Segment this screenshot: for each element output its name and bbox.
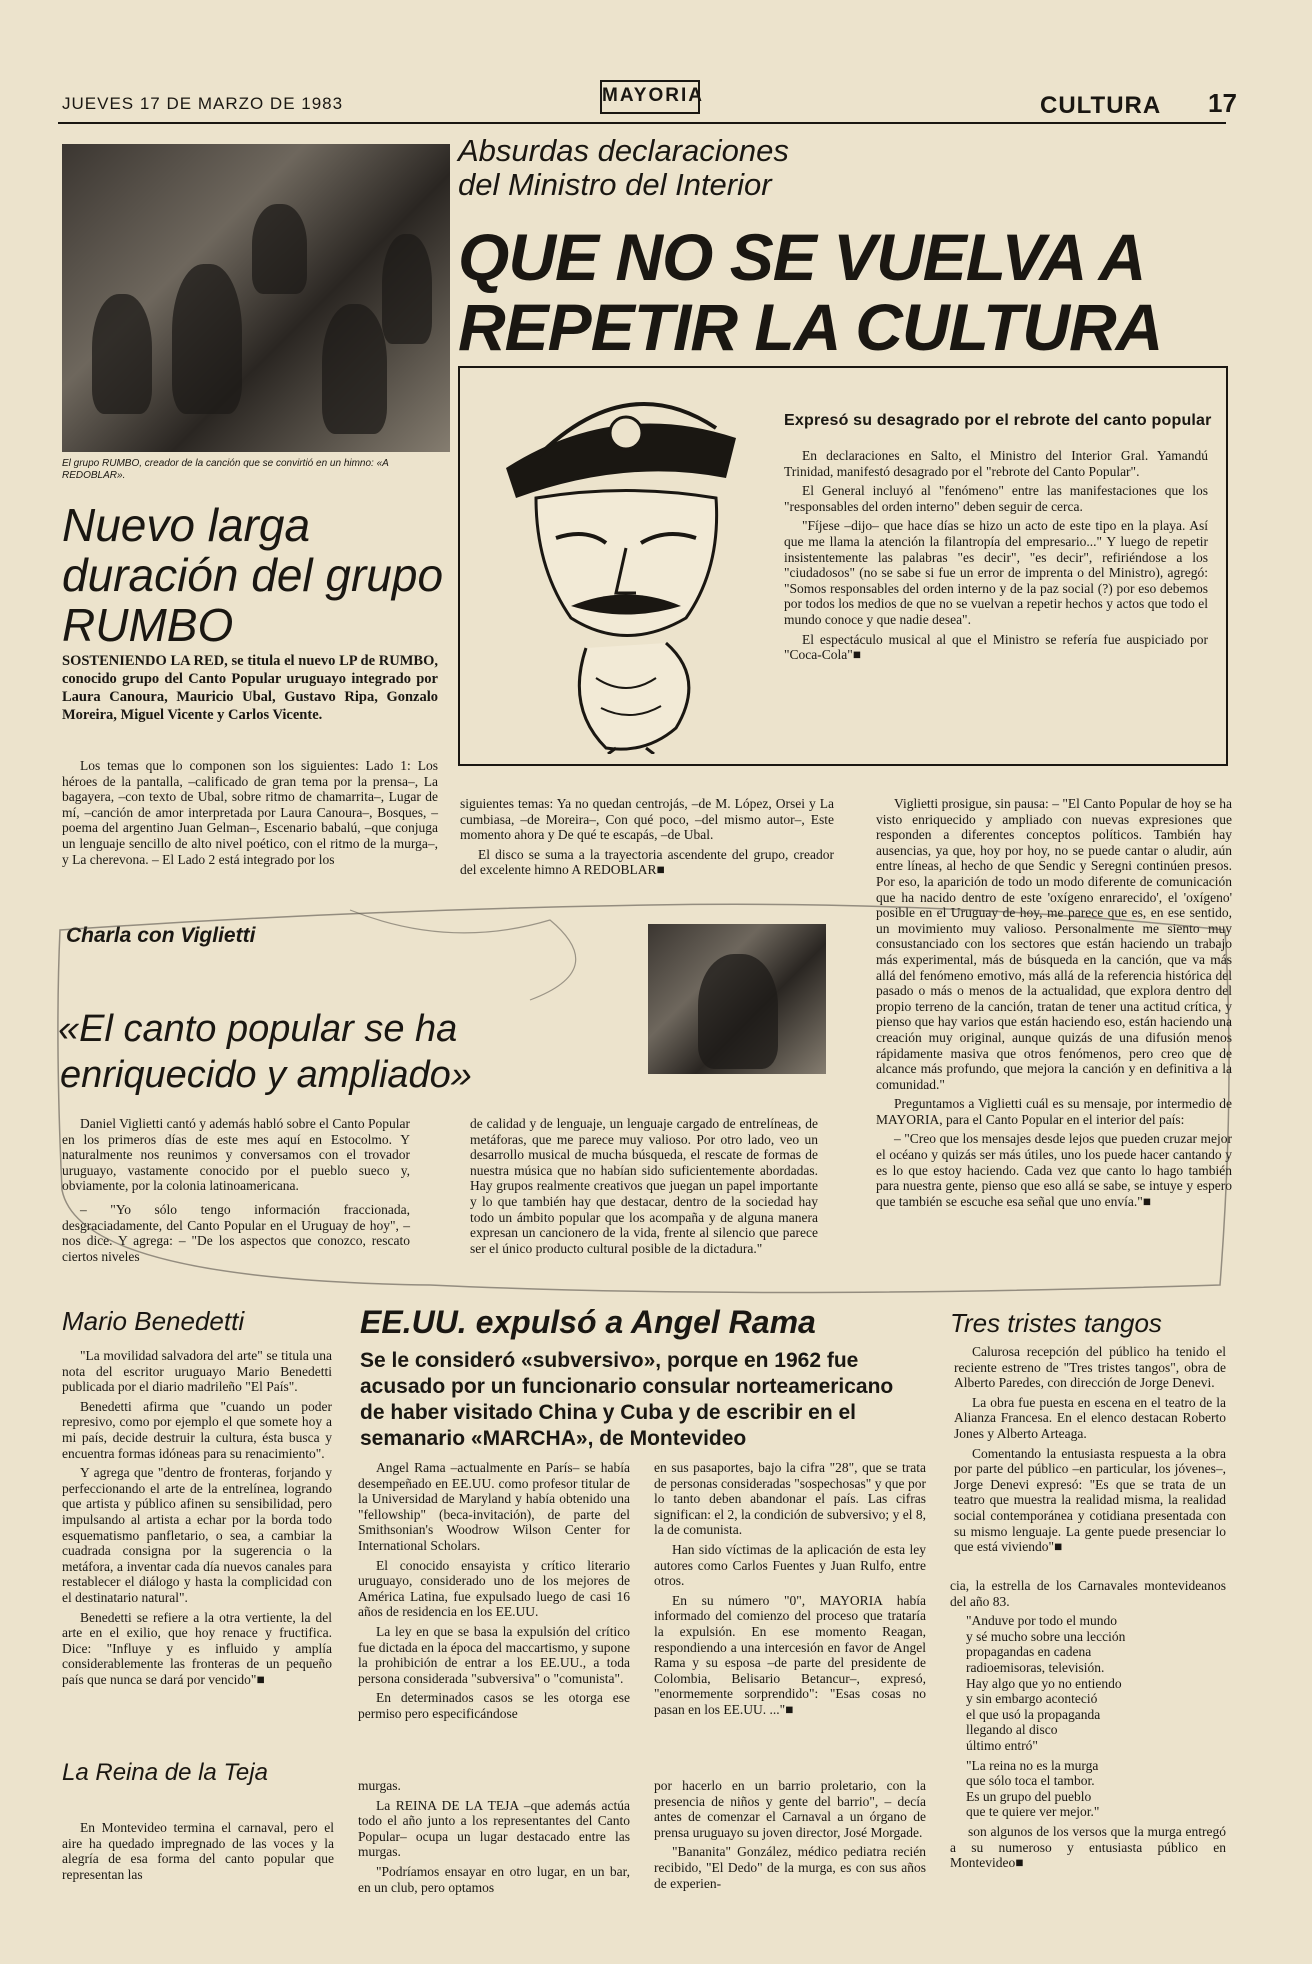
viglietti-paragraph: – "Creo que los mensajes desde lejos que pueden cruzar mejor el océano y quizás ser más útiles, uno los puede hacer cantando y es lo que estoy haciendo. Cada vez que canto lo hago también para nuestra gente, pienso que eso allá se sabe, se intuye y espero que también se escuche esa señal que uno envía."■ [876,1131,1232,1209]
verse-line: Es un grupo del pueblo [966,1788,1092,1804]
rumbo-group-photo [62,144,450,452]
tangos-paragraph: La obra fue puesta en escena en el teatro de la Alianza Francesa. En el elenco destacan Roberto Jones y Alberto Arteaga. [954,1394,1226,1441]
pencil-annotation [50,890,1240,1300]
benedetti-paragraph: Y agrega que "dentro de fronteras, forjando y perfeccionando el arte de la entrelínea, logrando que artista y público afinen su sensibilidad, pero impulsando al artista a echar por la borda todo esquematismo panfletario, o sea, a cambiar la cuadrada consigna por la sugerencia o la metáfora, a inventar cada día nuevos canales para restablecer el diálogo y hasta la complicidad con el destinatario natural". [62,1465,332,1605]
viglietti-paragraph: Viglietti prosigue, sin pausa: – "El Canto Popular de hoy se ha visto enriquecido y ampliado con nuevas expresiones que responden a diferentes conceptos políticos. También hay ausencias, ya que, hoy por hoy, no se puede cantar o aludir, aún entre líneas, al hecho de que Sendic y Seregni continúen presos. Por eso, la aparición de todo un modo diferente de comunicación que ha nacido dentro de este 'oxígeno enrarecido', el 'oxígeno' posible en el Uruguay de hoy, me parece que es, en ese sentido, un movimiento muy valioso. Personalmente me siento muy consustanciado con los sectores que están haciendo un trabajo más experimental, más de búsqueda en la canción, que va más allá del fenómeno emotivo, más allá de la referencia histórica del pasado o más o menos de la actualidad, que explora dentro del propio terreno de la canción, tratan de tener una actitud crítica, y pienso que hay varios que están haciendo eso, están haciendo una creación muy original, aunque quizás de una difusión menos rápidamente masiva que otros fenómenos, pero creo que de alcance más profundo, que mejora la canción y en definitiva a la comunidad." [876,796,1232,1092]
minister-paragraph: "Fíjese –dijo– que hace días se hizo un acto de este tipo en la playa. Así que me llama la atención la filantropía del empresario..." Y luego de repetir insistentemente las palabras "es decir", "es decir", refiriéndose a los "ciudadosos" (no se sabe si fue un error de imprenta o del Ministro), agregó: "Somos responsables del orden interno y de la paz social (?) por eso debemos por todos los medios de que no se vuelvan a repetir hechos y actos que todo el mundo conoce y que nadie desea". [784,518,1208,627]
reina-col3 [654,1778,926,1895]
main-headline-2: REPETIR LA CULTURA [458,290,1163,364]
reina-title: La Reina de la Teja [62,1759,268,1786]
reina-col1 [62,1820,334,1886]
verse-line: llegando al disco [966,1722,1058,1738]
tangos-paragraph: Comentando la entusiasta respuesta a la obra por parte del público –en particular, los jóvenes–, Jorge Denevi expresó: "Es que se trata de un teatro que muestra la realidad misma, la realidad social contemporánea y cotidiana presentada con su mismo lenguaje. La gente puede presenciar lo que está viviendo"■ [954,1445,1226,1555]
verse-line: "Anduve por todo el mundo [966,1613,1117,1629]
verse-line: que sólo toca el tambor. [966,1773,1095,1789]
reina-paragraph: son algunos de los versos que la murga entregó a su numeroso y entusiasta público en Montevideo■ [950,1823,1226,1871]
benedetti-title: Mario Benedetti [62,1306,245,1336]
verse-line: el que usó la propaganda [966,1706,1101,1722]
minister-paragraph: El espectáculo musical al que el Ministro se refería fue auspiciado por "Coca-Cola"■ [784,631,1208,663]
rama-paragraph: En su número "0", MAYORIA había informado del comienzo del proceso que trataría la expulsión. En ese momento Reagan, respondiendo a una intercesión en favor de Angel Rama y su esposa –de parte del presidente de Colombia, Belisario Betancur–, expresó, "enormemente sorprendido": "Esas cosas no pasan en los EE.UU. ..."■ [654,1592,926,1717]
main-kicker-2: del Ministro del Interior [458,167,772,202]
murga-verse-1 [950,1613,1226,1753]
benedetti-paragraph: Benedetti se refiere a la otra vertiente, la del arte en el exilio, que hoy renace y fructifica. Dice: "Influye y es influido y amplía considerablemente las fronteras de un pequeño país que nunca se dará por vencido"■ [62,1609,332,1687]
benedetti-body [62,1348,332,1691]
murga-verse-2 [950,1758,1226,1820]
tangos-paragraph: Calurosa recepción del público ha tenido el reciente estreno de "Tres tristes tangos", obra de Alberto Paredes, con dirección de Jorge Denevi. [954,1344,1226,1391]
viglietti-paragraph: Preguntamos a Viglietti cuál es su mensaje, por intermedio de MAYORIA, para el Canto Popular en el interior del país: [876,1096,1232,1127]
reina-col4 [950,1578,1226,1875]
verse-line: último entró" [966,1737,1038,1753]
verse-line: y sé mucho sobre una lección [966,1628,1126,1644]
rama-paragraph: Angel Rama –actualmente en París– se había desempeñado en EE.UU. como profesor titular de la Universidad de Maryland y había obtenido una "fellowship" (beca-invitación), de parte del Smithsonian's Woodrow Wilson Center for International Scholars. [358,1460,630,1553]
tangos-body [954,1344,1226,1559]
minister-story-body [784,448,1208,667]
minister-paragraph: El General incluyó al "fenómeno" entre las manifestaciones que los "responsables del orden interno" deben seguir de cerca. [784,483,1208,514]
rumbo-lead: SOSTENIENDO LA RED, se titula el nuevo LP de RUMBO, conocido grupo del Canto Popular uruguayo integrado por Laura Canoura, Mauricio Ubal, Gustavo Ripa, Gonzalo Moreira, Miguel Vicente y Carlos Vicente. [62,653,438,723]
main-headline-1: QUE NO SE VUELVA A [458,220,1146,294]
verse-line: Hay algo que yo no entiendo [966,1675,1122,1691]
verse-line: que te quiere ver mejor." [966,1804,1100,1820]
benedetti-paragraph: Benedetti afirma que "cuando un poder represivo, como por ejemplo el que somete hoy a mi país, decide destruir la cultura, ésta busca y encuentra formas idóneas para su renacimiento". [62,1398,332,1461]
rama-col1 [358,1460,630,1726]
photo-caption: El grupo RUMBO, creador de la canción que se convirtió en un himno: «A REDOBLAR». [62,458,389,481]
verse-line: propagandas en cadena [966,1644,1092,1660]
rumbo-paragraph: siguientes temas: Ya no quedan centrojás, –de M. López, Orsei y La cumbiasa, –de Moreira–, Con qué poco, –del mismo autor–, Este momento ahora y De qué te escapás, –de Ubal. [460,796,834,843]
rumbo-body-col2 [460,796,834,882]
viglietti-section-title: Charla con Viglietti [66,924,256,947]
verse-line: "La reina no es la murga [966,1757,1099,1773]
reina-paragraph: "Bananita" González, médico pediatra recién recibido, "El Dedo" de la murga, es con sus años de experien- [654,1844,926,1891]
rumbo-headline-1: Nuevo larga [62,499,311,551]
verse-line: y sin embargo aconteció [966,1691,1098,1707]
newspaper-logo: MAYORIA [600,80,700,114]
rama-paragraph: en sus pasaportes, bajo la cifra "28", que se trata de personas consideradas "sospechosas" y que por lo tanto deben abandonar el país. Las cifras significan: el 2, la condición de subversivo; y el 8, la de comunista. [654,1460,926,1538]
masthead-rule [58,122,1226,124]
viglietti-paragraph: – "Yo sólo tengo información fraccionada, desgraciadamente, del Canto Popular en el Uruguay de hoy", – nos dice. Y agrega: – "De los aspectos que conozco, rescato ciertos niveles [62,1201,410,1264]
section-name: CULTURA [1040,92,1162,119]
page-number: 17 [1208,88,1237,118]
reina-paragraph: por hacerlo en un barrio proletario, con la presencia de niños y gente del barrio", – decía antes de comenzar el Carnaval a un órgano de prensa uruguayo su joven director, José Morgade. [654,1778,926,1840]
main-kicker-1: Absurdas declaraciones [458,133,789,168]
viglietti-headline-2: enriquecido y ampliado» [60,1054,472,1096]
rumbo-headline-2: duración del grupo [62,549,444,601]
rama-paragraph: Han sido víctimas de la aplicación de esta ley autores como Carlos Fuentes y Juan Rulfo, entre otros. [654,1541,926,1589]
minister-story-deck: Expresó su desagrado por el rebrote del canto popular [784,412,1212,429]
reina-paragraph: La REINA DE LA TEJA –que además actúa todo el año junto a los representantes del Canto Popular– ocupa un lugar destacado entre las murgas. [358,1797,630,1860]
minister-caricature [476,378,766,754]
viglietti-paragraph: de calidad y de lenguaje, un lenguaje cargado de entrelíneas, de metáforas, que me parece muy valioso. Por otro lado, veo un desarrollo musical de mucha búsqueda, el rescate de formas de nuestra música que no habían sido suficientemente abordadas. Hay grupos realmente creativos que juegan un papel importante y lo que también hay que destacar, dentro de la sociedad hay todo un ámbito popular que los acompaña y de alguna manera expresan un cancionero de la vida, frente al silencio que parece ser el único producto cultural posible de la dictadura." [470,1116,818,1256]
issue-date: JUEVES 17 DE MARZO DE 1983 [62,94,344,113]
rama-paragraph: El conocido ensayista y crítico literario uruguayo, considerado uno de los mejores de América Latina, fue expulsado luego de casi 16 años de residencia en los EE.UU. [358,1557,630,1620]
viglietti-paragraph: Daniel Viglietti cantó y además habló sobre el Canto Popular en los primeros días de este mes aquí en Estocolmo. Y naturalmente nos reunimos y conversamos con el trovador uruguayo, vastamente conocido por el pueblo sueco y, obviamente, por la colonia latinoamericana. [62,1116,410,1194]
reina-paragraph: "Podríamos ensayar en otro lugar, en un bar, en un club, pero optamos [358,1863,630,1895]
rama-paragraph: La ley en que se basa la expulsión del crítico fue dictada en la época del maccartismo, y supone la prohibición de entrar a los EE.UU., a toda persona considerada "subversiva" o "comunista". [358,1623,630,1686]
rama-paragraph: En determinados casos se les otorga ese permiso pero especificándose [358,1690,630,1721]
reina-paragraph: murgas. [358,1778,401,1793]
benedetti-paragraph: "La movilidad salvadora del arte" se titula una nota del escritor uruguayo Mario Benedetti publicada por el diario madrileño "El País". [62,1348,332,1395]
reina-col2 [358,1778,630,1899]
rumbo-body-col1 [62,758,438,871]
reina-paragraph: En Montevideo termina el carnaval, pero el aire ha quedado impregnado de las voces y la alegría de esa forma del canto popular que representan las [62,1820,334,1882]
rama-col2 [654,1460,926,1722]
reina-paragraph: cia, la estrella de los Carnavales montevideanos del año 83. [950,1578,1226,1609]
rumbo-paragraph: El disco se suma a la trayectoria ascendente del grupo, creador del excelente himno A REDOBLAR■ [460,846,834,878]
rumbo-paragraph: Los temas que lo componen son los siguientes: Lado 1: Los héroes de la pantalla, –calificado de gran tema por la prensa–, La bagayera, –con texto de Ubal, sobre ritmo de chamarrita–, Lugar de mí, –canción de amor interpretada por Laura Canoura–, Bosques, –poema del argentino Juan Gelman–, Escenario babalú, –que conjuga un lenguaje sencillo de alto nivel poético, con el ritmo de la murga–, y La cherevona. – El Lado 2 está integrado por los [62,758,438,867]
rama-headline: EE.UU. expulsó a Angel Rama [360,1304,816,1340]
viglietti-headline-1: «El canto popular se ha [58,1008,458,1050]
rama-deck: Se le consideró «subversivo», porque en 1962 fue acusado por un funcionario consular norteamericano de haber visitado China y Cuba y de escribir en el semanario «MARCHA», de Montevideo [360,1349,894,1450]
verse-line: radioemisoras, televisión. [966,1659,1105,1675]
tangos-title: Tres tristes tangos [950,1308,1162,1338]
minister-paragraph: En declaraciones en Salto, el Ministro del Interior Gral. Yamandú Trinidad, manifestó desagrado por el "rebrote del Canto Popular". [784,448,1208,479]
rumbo-headline-3: RUMBO [62,599,234,651]
